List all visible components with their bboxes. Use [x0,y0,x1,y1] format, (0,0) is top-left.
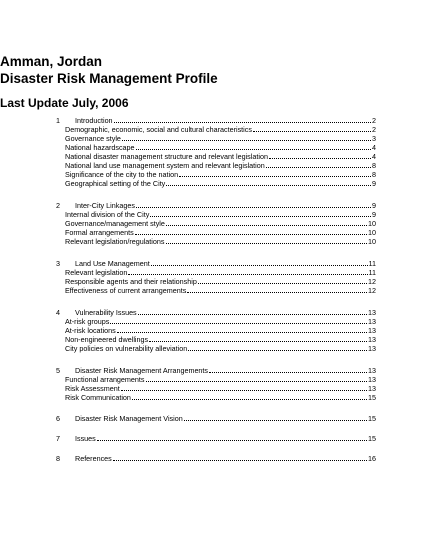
toc-page-number: 13 [368,375,376,384]
toc-page-number: 13 [368,344,376,353]
toc-entry-label: Risk Communication [65,393,131,402]
toc-subsection-entry [65,134,376,143]
toc-page-number: 13 [368,317,376,326]
toc-page-number: 9 [372,210,376,219]
toc-subsection-entry [65,375,376,384]
dot-leader [136,201,371,208]
last-update: Last Update July, 2006 [0,96,129,110]
toc-page-number: 4 [372,152,376,161]
toc-subsection-entry [65,143,376,152]
dot-leader [146,375,367,382]
toc-page-number: 15 [368,393,376,402]
toc-entry-label: Internal division of the City [65,210,150,219]
toc-page-number: 16 [368,454,376,463]
toc-subsection-entry [65,268,376,277]
toc-page-number: 10 [368,219,376,228]
toc-subsection-entry [65,237,376,246]
toc-page-number: 13 [368,335,376,344]
dot-leader [209,366,367,373]
dot-leader [149,335,367,342]
dot-leader [166,179,371,186]
dot-leader [179,170,371,177]
dot-leader [132,393,367,400]
toc-section-entry [56,434,376,443]
dot-leader [121,384,367,391]
dot-leader [166,237,368,244]
toc-page-number: 9 [372,201,376,210]
toc-subsection-entry [65,219,376,228]
toc-page-number: 4 [372,143,376,152]
toc-subsection-entry [65,179,376,188]
toc-entry-label: At-risk groups [65,317,110,326]
toc-section-number: 8 [56,454,60,463]
dot-leader [187,286,367,293]
toc-subsection-entry [65,277,376,286]
toc-page-number: 2 [372,125,376,134]
dot-leader [117,326,367,333]
dot-leader [150,210,371,217]
toc-page-number: 12 [368,277,376,286]
dot-leader [110,317,367,324]
toc-page-number: 10 [368,237,376,246]
dot-leader [253,125,371,132]
toc-entry-label: Significance of the city to the nation [65,170,179,179]
toc-entry-label: City policies on vulnerability alleviation [65,344,188,353]
dot-leader [122,134,371,141]
toc-entry-label: Functional arrangements [65,375,145,384]
toc-subsection-entry [65,286,376,295]
toc-entry-label: National disaster management structure and relevant legislation [65,152,268,161]
toc-section-number: 2 [56,201,60,210]
toc-entry-label: Demographic, economic, social and cultural characteristics [65,125,252,134]
toc-section-number: 3 [56,259,60,268]
toc-page-number: 13 [368,308,376,317]
toc-entry-label: Issues [75,434,96,443]
toc-entry-label: Governance/management style [65,219,165,228]
dot-leader [151,259,368,266]
toc-entry-label: Relevant legislation/regulations [65,237,165,246]
toc-page-number: 8 [372,161,376,170]
toc-subsection-entry [65,170,376,179]
toc-page-number: 10 [368,228,376,237]
toc-entry-label: Geographical setting of the City [65,179,166,188]
dot-leader [97,434,367,441]
toc-entry-label: Land Use Management [75,259,150,268]
toc-section-number: 1 [56,116,60,125]
dot-leader [188,344,367,351]
toc-section-entry [56,201,376,210]
toc-entry-label: Relevant legislation [65,268,128,277]
toc-section-number: 4 [56,308,60,317]
toc-section-entry [56,116,376,125]
toc-entry-label: Risk Assessment [65,384,120,393]
toc-entry-label: Effectiveness of current arrangements [65,286,187,295]
toc-subsection-entry [65,152,376,161]
toc-page-number: 2 [372,116,376,125]
dot-leader [266,161,371,168]
toc-section-entry [56,414,376,423]
dot-leader [138,308,367,315]
toc-section-entry [56,259,376,268]
toc-section-number: 5 [56,366,60,375]
toc-page-number: 8 [372,170,376,179]
toc-page-number: 9 [372,179,376,188]
toc-subsection-entry [65,317,376,326]
toc-subsection-entry [65,161,376,170]
toc-page-number: 11 [368,268,376,277]
toc-entry-label: References [75,454,112,463]
toc-page-number: 13 [368,366,376,375]
toc-subsection-entry [65,326,376,335]
dot-leader [114,116,371,123]
toc-entry-label: Non-engineered dwellings [65,335,149,344]
toc-page-number: 13 [368,384,376,393]
toc-subsection-entry [65,125,376,134]
toc-page-number: 12 [368,286,376,295]
toc-entry-label: Inter-City Linkages [75,201,135,210]
toc-entry-label: Vulnerability Issues [75,308,137,317]
toc-subsection-entry [65,344,376,353]
toc-entry-label: National hazardscape [65,143,135,152]
toc-entry-label: Introduction [75,116,113,125]
dot-leader [128,268,367,275]
toc-section-number: 6 [56,414,60,423]
toc-entry-label: Governance style [65,134,121,143]
toc-entry-label: Disaster Risk Management Vision [75,414,183,423]
toc-entry-label: At-risk locations [65,326,116,335]
dot-leader [198,277,367,284]
dot-leader [136,143,371,150]
dot-leader [166,219,367,226]
dot-leader [135,228,367,235]
toc-page-number: 15 [368,434,376,443]
toc-subsection-entry [65,228,376,237]
toc-section-entry [56,366,376,375]
toc-entry-label: National land use management system and relevant legislation [65,161,265,170]
toc-entry-label: Disaster Risk Management Arrangements [75,366,209,375]
toc-page-number: 11 [368,259,376,268]
toc-subsection-entry [65,393,376,402]
toc-section-entry [56,454,376,463]
toc-subsection-entry [65,384,376,393]
document-title: Amman, Jordan [0,54,103,69]
toc-entry-label: Responsible agents and their relationship [65,277,197,286]
toc-section-entry [56,308,376,317]
dot-leader [184,414,367,421]
toc-entry-label: Formal arrangements [65,228,134,237]
toc-subsection-entry [65,210,376,219]
toc-page-number: 3 [372,134,376,143]
dot-leader [269,152,371,159]
dot-leader [113,454,367,461]
toc-subsection-entry [65,335,376,344]
toc-page-number: 13 [368,326,376,335]
document-subtitle: Disaster Risk Management Profile [0,71,218,86]
toc-page-number: 15 [368,414,376,423]
toc-section-number: 7 [56,434,60,443]
